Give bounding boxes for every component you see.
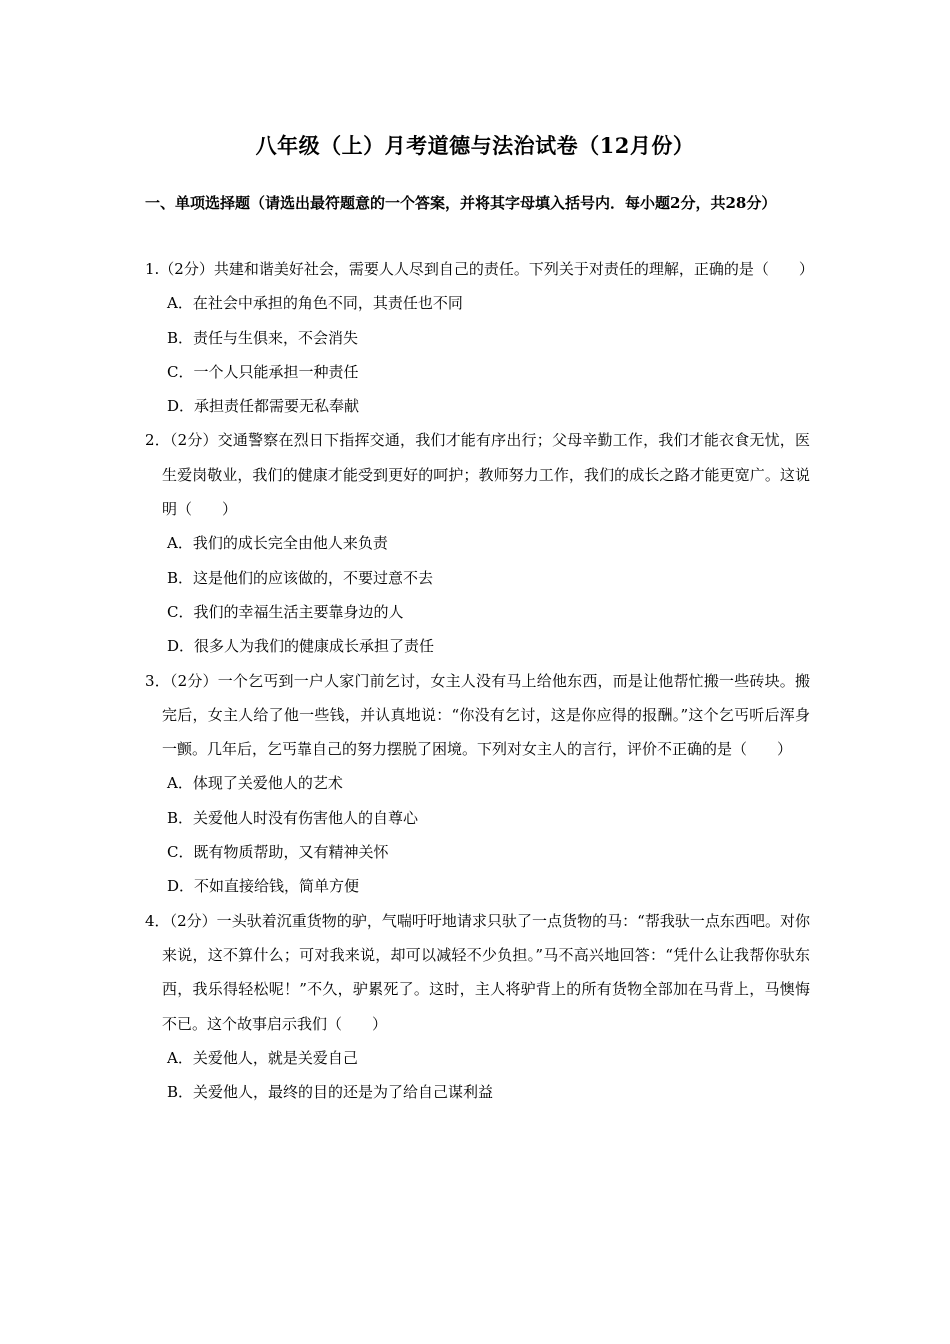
question-stem: 3．（2分）一个乞丐到一户人家门前乞讨，女主人没有马上给他东西，而是让他帮忙搬一些砖块。搬完后，女主人给了他一些钱，并认真地说：“你没有乞讨，这是你应得的报酬。”这个乞丐听后浑身一颤。几年后，乞丐靠自己的努力摆脱了困境。下列对女主人的言行，评价不正确的是（ ）	[145, 671, 810, 759]
option-a: A．在社会中承担的角色不同，其责任也不同	[167, 294, 463, 313]
option-a: A．体现了关爱他人的艺术	[167, 774, 343, 793]
option-a: A．我们的成长完全由他人来负责	[167, 534, 388, 553]
section-heading: 一、单项选择题（请选出最符题意的一个答案，并将其字母填入括号内．每小题2分，共28分）	[145, 194, 777, 212]
option-c: C．既有物质帮助，又有精神关怀	[167, 843, 389, 862]
question-4	[145, 904, 810, 1110]
questions-list	[145, 252, 814, 1109]
question-1	[145, 252, 814, 423]
option-b: B．关爱他人时没有伤害他人的自尊心	[167, 808, 419, 827]
question-stem: 4．（2分）一头驮着沉重货物的驴，气喘吁吁地请求只驮了一点货物的马：“帮我驮一点东西吧。对你来说，这不算什么；可对我来说，却可以减轻不少负担。”马不高兴地回答：“凭什么让我帮你驮东西，我乐得轻松呢！”不久，驴累死了。这时，主人将驴背上的所有货物全部加在马背上，马懊悔不已。这个故事启示我们（ ）	[145, 911, 810, 1033]
option-a: A．关爱他人，就是关爱自己	[167, 1048, 358, 1067]
option-b: B．这是他们的应该做的，不要过意不去	[167, 568, 434, 587]
option-d: D．承担责任都需要无私奉献	[167, 397, 360, 416]
option-c: C．我们的幸福生活主要靠身边的人	[167, 602, 404, 621]
question-3	[145, 664, 810, 904]
option-d: D．不如直接给钱，简单方便	[167, 877, 360, 896]
option-b: B．关爱他人，最终的目的还是为了给自己谋利益	[167, 1083, 494, 1102]
page-title: 八年级（上）月考道德与法治试卷（12月份）	[255, 133, 695, 158]
option-d: D．很多人为我们的健康成长承担了责任	[167, 637, 435, 656]
question-2	[145, 423, 810, 663]
option-c: C．一个人只能承担一种责任	[167, 362, 359, 381]
option-b: B．责任与生俱来，不会消失	[167, 328, 359, 347]
question-stem: 2．（2分）交通警察在烈日下指挥交通，我们才能有序出行；父母辛勤工作，我们才能衣食无忧，医生爱岗敬业，我们的健康才能受到更好的呵护；教师努力工作，我们的成长之路才能更宽广。这说明（ ）	[145, 431, 810, 519]
question-stem: 1.（2分）共建和谐美好社会，需要人人尽到自己的责任。下列关于对责任的理解，正确的是（ ）	[145, 260, 814, 278]
